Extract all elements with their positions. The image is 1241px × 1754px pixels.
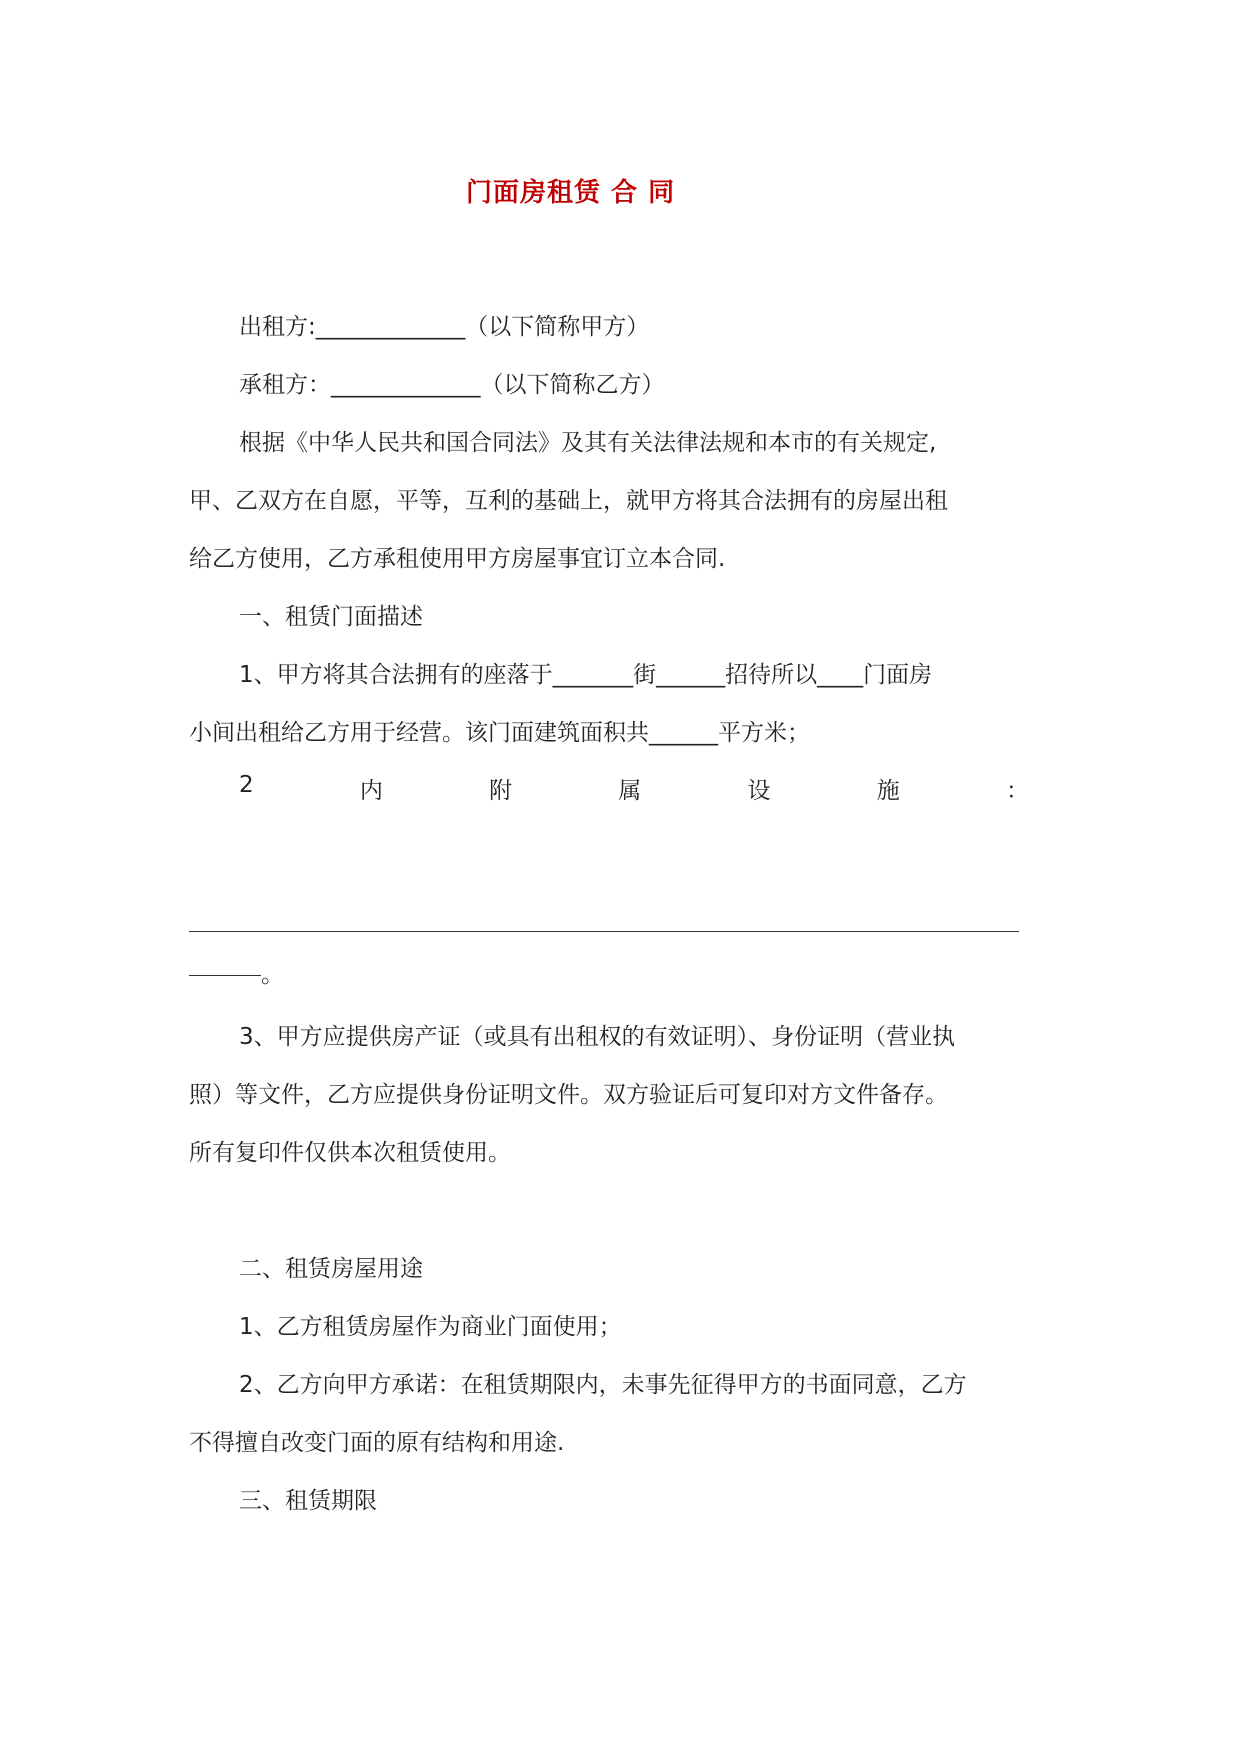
clause-1-1-line-1: 1、甲方将其合法拥有的座落于_______街______招待所以____门面房 xyxy=(239,662,933,688)
blank-fill-line xyxy=(189,931,1019,932)
clause-1-2-char: 2 xyxy=(239,772,254,798)
clause-1-2-char: 附 xyxy=(489,778,513,804)
intro-line-1: 根据《中华人民共和国合同法》及其有关法律法规和本市的有关规定, xyxy=(239,430,937,456)
section-2-heading: 二、租赁房屋用途 xyxy=(239,1256,423,1282)
intro-line-2: 甲、乙双方在自愿，平等，互利的基础上，就甲方将其合法拥有的房屋出租 xyxy=(189,488,948,514)
intro-line-3: 给乙方使用，乙方承租使用甲方房屋事宜订立本合同. xyxy=(189,546,726,572)
blank-fill-short xyxy=(189,975,261,976)
section-1-heading: 一、租赁门面描述 xyxy=(239,604,423,630)
clause-1-2-period: 。 xyxy=(261,962,284,988)
clause-1-2-spread-line xyxy=(239,772,1029,805)
document-title: 门面房租赁 合 同 xyxy=(466,178,676,208)
clause-1-1-line-2: 小间出租给乙方用于经营。该门面建筑面积共______平方米； xyxy=(189,720,810,746)
clause-1-2-char: ： xyxy=(1005,778,1029,804)
lessee-line: 承租方：_____________（以下简称乙方） xyxy=(239,372,665,398)
clause-1-2-char: 内 xyxy=(359,778,383,804)
clause-1-3-line-1: 3、甲方应提供房产证（或具有出租权的有效证明）、身份证明（营业执 xyxy=(239,1024,956,1050)
clause-1-2-char: 施 xyxy=(876,778,900,804)
section-3-heading: 三、租赁期限 xyxy=(239,1488,377,1514)
clause-2-2-line-2: 不得擅自改变门面的原有结构和用途. xyxy=(189,1430,565,1456)
clause-1-2-char: 设 xyxy=(747,778,771,804)
clause-1-2-end xyxy=(189,956,284,989)
clause-1-3-line-3: 所有复印件仅供本次租赁使用。 xyxy=(189,1140,511,1166)
clause-1-3-line-2: 照）等文件，乙方应提供身份证明文件。双方验证后可复印对方文件备存。 xyxy=(189,1082,948,1108)
lessor-line: 出租方:_____________（以下简称甲方） xyxy=(239,314,650,340)
clause-2-1: 1、乙方租赁房屋作为商业门面使用； xyxy=(239,1314,622,1340)
clause-2-2-line-1: 2、乙方向甲方承诺：在租赁期限内，未事先征得甲方的书面同意，乙方 xyxy=(239,1372,967,1398)
clause-1-2-char: 属 xyxy=(618,778,642,804)
